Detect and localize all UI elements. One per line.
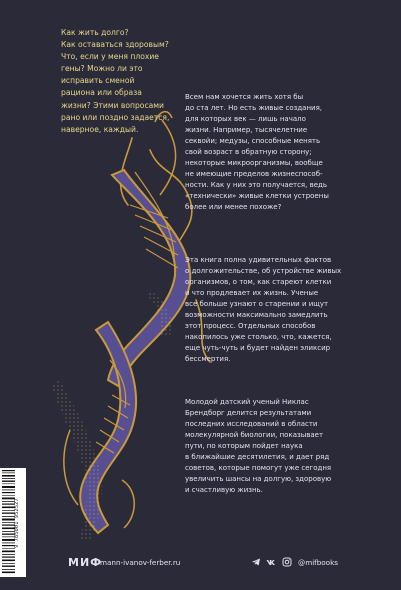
- paragraph-line: все больше узнают о старении и ищут: [185, 300, 329, 308]
- intro-questions: [61, 27, 170, 136]
- paragraph-line: молекулярной биологии, показывает: [185, 431, 324, 439]
- telegram-icon[interactable]: [251, 557, 261, 567]
- instagram-icon[interactable]: [282, 557, 292, 567]
- paragraph-author: [185, 397, 350, 496]
- paragraph-line: в ближайшие десятилетия, и дает ряд: [185, 453, 330, 461]
- paragraph-line: последних исследований в области: [185, 420, 318, 428]
- paragraph-line: Эта книга полна удивительных фактов: [185, 256, 332, 264]
- paragraph-line: не имеющие пределов жизнеспособ-: [185, 170, 323, 178]
- paragraph-line: секвойи; медузы, способные менять: [185, 137, 321, 145]
- paragraph-line: «технически» живые клетки устроены: [185, 192, 329, 200]
- paragraph-line: бессмертия.: [185, 355, 231, 363]
- paragraph-line: свой возраст в обратную сторону;: [185, 148, 312, 156]
- paragraph-line: этот процесс. Отдельных способов: [185, 322, 316, 330]
- intro-line: жизни? Этими вопросами: [61, 100, 164, 110]
- paragraph-line: более или менее похоже?: [185, 203, 282, 211]
- paragraph-line: до ста лет. Но есть живые создания,: [185, 104, 323, 112]
- paragraph-line: увеличить шансы на долгую, здоровую: [185, 475, 332, 483]
- paragraph-line: о долгожительстве, об устройстве живых: [185, 267, 342, 275]
- paragraph-line: накопилось уже столько, что, кажется,: [185, 333, 332, 341]
- isbn-barcode: [0, 468, 26, 577]
- paragraph-line: организмов, о том, как стареют клетки: [185, 278, 332, 286]
- paragraph-line: Брендборг делится результатами: [185, 409, 312, 417]
- intro-line: наверное, каждый.: [61, 124, 139, 134]
- barcode-digits: 9 785001 952527: [14, 498, 20, 548]
- paragraph-intro: [185, 92, 350, 213]
- intro-line: Как оставаться здоровым?: [61, 40, 169, 50]
- paragraph-line: жизни. Например, тысячелетние: [185, 126, 308, 134]
- paragraph-book-content: [185, 255, 350, 365]
- publisher-logo: МИФ: [68, 556, 103, 569]
- publisher-website-link[interactable]: mann-ivanov-ferber.ru: [100, 558, 181, 567]
- vk-icon[interactable]: [266, 557, 276, 567]
- intro-line: Что, если у меня плохие: [61, 52, 159, 62]
- paragraph-line: пути, по которым пойдет наука: [185, 442, 303, 450]
- paragraph-line: ности. Как у них это получается, ведь: [185, 181, 327, 189]
- intro-line: гены? Можно ли это: [61, 64, 143, 74]
- paragraph-line: для которых век — лишь начало: [185, 115, 306, 123]
- paragraph-line: еще чуть-чуть и будет найден эликсир: [185, 344, 331, 352]
- publisher-footer: [68, 556, 368, 570]
- paragraph-line: и счастливую жизнь.: [185, 486, 263, 494]
- paragraph-line: Молодой датский ученый Никлас: [185, 398, 309, 406]
- social-handle[interactable]: @mifbooks: [298, 558, 338, 567]
- paragraph-line: советов, которые помогут уже сегодня: [185, 464, 332, 472]
- paragraph-line: Всем нам хочется жить хотя бы: [185, 93, 304, 101]
- intro-line: рациона или образа: [61, 88, 142, 98]
- intro-line: рано или поздно задается,: [61, 112, 170, 122]
- paragraph-line: некоторые микроорганизмы, вообще: [185, 159, 323, 167]
- paragraph-line: и что продлевает их жизнь. Ученые: [185, 289, 319, 297]
- intro-line: Как жить долго?: [61, 28, 129, 37]
- paragraph-line: возможности максимально замедлить: [185, 311, 328, 319]
- intro-line: исправить сменой: [61, 76, 135, 86]
